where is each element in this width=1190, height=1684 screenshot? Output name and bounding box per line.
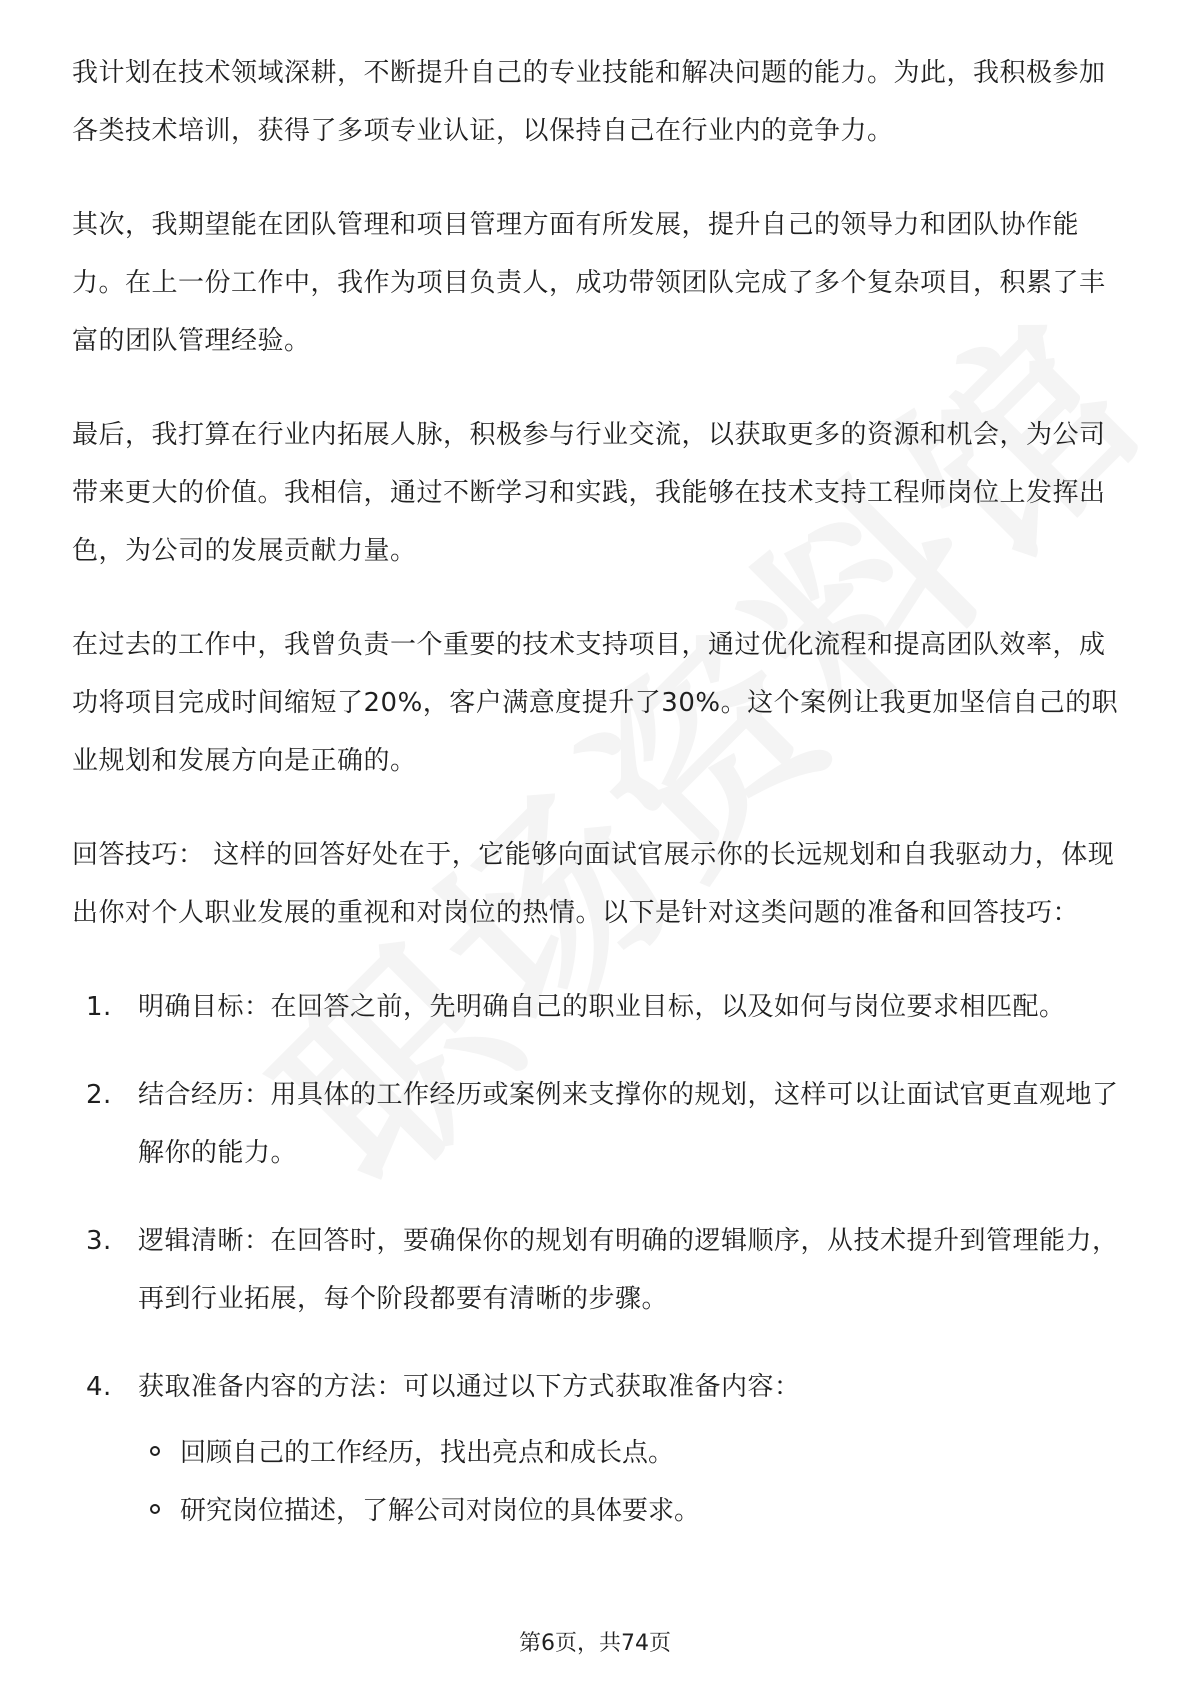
sub-list-item bbox=[150, 1482, 1122, 1540]
list-item-text: 明确目标：在回答之前，先明确自己的职业目标，以及如何与岗位要求相匹配。 bbox=[138, 992, 1066, 1022]
list-item-text: 结合经历：用具体的工作经历或案例来支撑你的规划，这样可以让面试官更直观地了解你的能力。 bbox=[138, 1080, 1119, 1168]
sub-list-item bbox=[150, 1424, 1122, 1482]
circle-bullet-icon bbox=[150, 1446, 160, 1456]
tips-list bbox=[72, 978, 1122, 1416]
paragraph-answer-tips: 回答技巧： 这样的回答好处在于，它能够向面试官展示你的长远规划和自我驱动力，体现出你对个人职业发展的重视和对岗位的热情。以下是针对这类问题的准备和回答技巧： bbox=[72, 840, 1115, 928]
list-item bbox=[86, 1358, 1122, 1416]
list-item bbox=[86, 1212, 1122, 1328]
list-number: 4. bbox=[86, 1372, 112, 1402]
list-item bbox=[86, 978, 1122, 1036]
paragraph-tech-focus: 我计划在技术领域深耕，不断提升自己的专业技能和解决问题的能力。为此，我积极参加各类技术培训，获得了多项专业认证，以保持自己在行业内的竞争力。 bbox=[72, 58, 1106, 146]
paragraph-case-study: 在过去的工作中，我曾负责一个重要的技术支持项目，通过优化流程和提高团队效率，成功将项目完成时间缩短了20%，客户满意度提升了30%。这个案例让我更加坚信自己的职业规划和发展方向是正确的。 bbox=[72, 630, 1119, 776]
list-number: 1. bbox=[86, 992, 112, 1022]
document-body bbox=[72, 44, 1122, 1540]
paragraph-network: 最后，我打算在行业内拓展人脉，积极参与行业交流，以获取更多的资源和机会，为公司带来更大的价值。我相信，通过不断学习和实践，我能够在技术支持工程师岗位上发挥出色，为公司的发展贡献力量。 bbox=[72, 420, 1106, 566]
list-number: 3. bbox=[86, 1226, 112, 1256]
sub-list-item-text: 回顾自己的工作经历，找出亮点和成长点。 bbox=[180, 1438, 675, 1468]
list-number: 2. bbox=[86, 1080, 112, 1110]
list-item-text: 逻辑清晰：在回答时，要确保你的规划有明确的逻辑顺序，从技术提升到管理能力，再到行业拓展，每个阶段都要有清晰的步骤。 bbox=[138, 1226, 1119, 1314]
list-item bbox=[86, 1066, 1122, 1182]
list-item-text: 获取准备内容的方法：可以通过以下方式获取准备内容： bbox=[138, 1372, 801, 1402]
sub-list-item-text: 研究岗位描述，了解公司对岗位的具体要求。 bbox=[180, 1496, 701, 1526]
paragraph-management: 其次，我期望能在团队管理和项目管理方面有所发展，提升自己的领导力和团队协作能力。在上一份工作中，我作为项目负责人，成功带领团队完成了多个复杂项目，积累了丰富的团队管理经验。 bbox=[72, 210, 1106, 356]
sub-list bbox=[72, 1424, 1122, 1540]
circle-bullet-icon bbox=[150, 1504, 160, 1514]
page-number-footer: 第6页，共74页 bbox=[519, 1631, 671, 1656]
